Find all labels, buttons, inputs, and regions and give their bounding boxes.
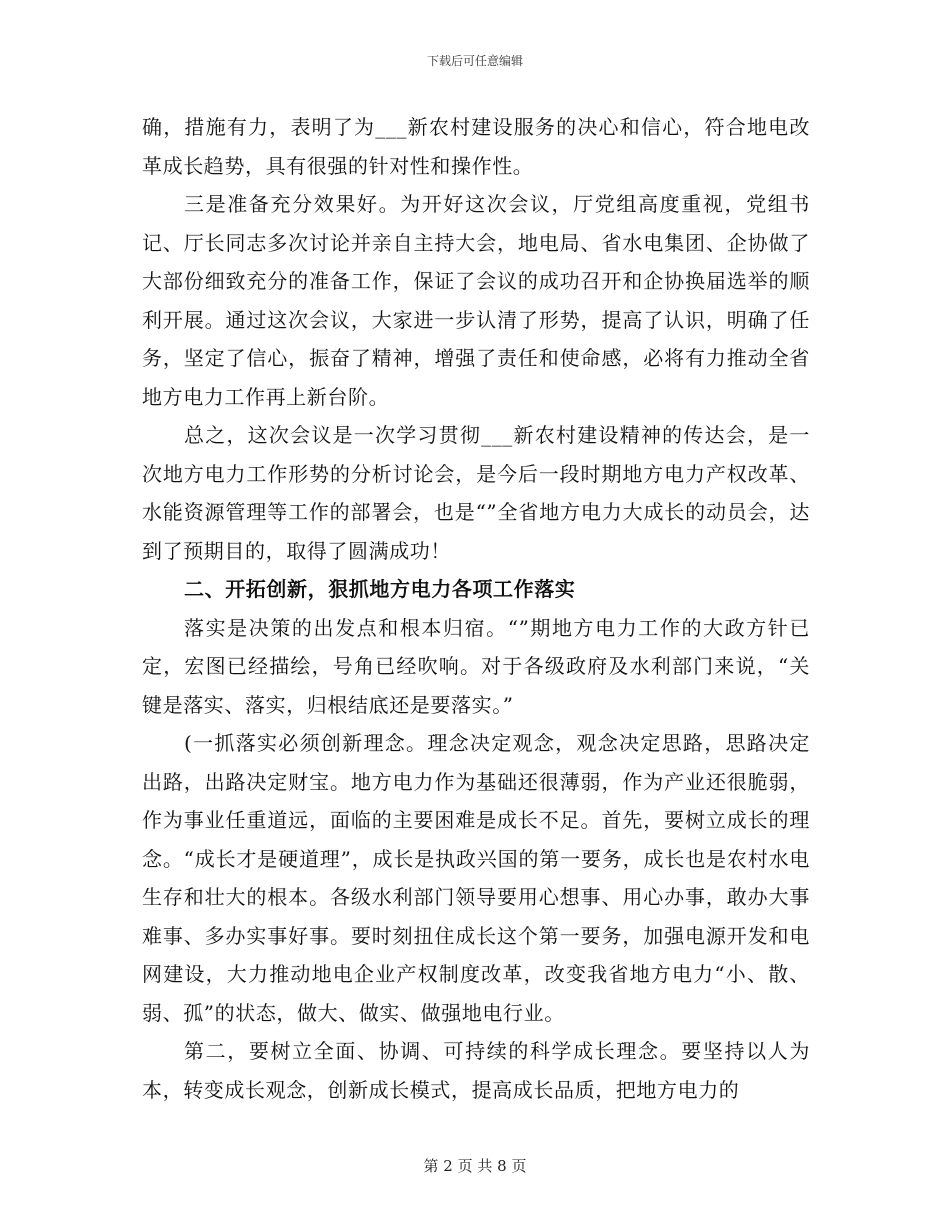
page-number: 第 2 页 共 8 页 [423,1157,527,1175]
paragraph-summary: 总之，这次会议是一次学习贯彻___新农村建设精神的传达会，是一次地方电力工作形势的分析讨论会，是今后一段时期地方电力产权改革、水能资源管理等工作的部署会，也是“”全省地方电力大成长的动员会，达到了预期目的，取得了圆满成功！ [142,423,810,563]
paragraph-continuation: 确，措施有力，表明了为___新农村建设服务的决心和信心，符合地电改革成长趋势，具有很强的针对性和操作性。 [142,115,810,178]
paragraph-second-point: 第二，要树立全面、协调、可持续的科学成长理念。要坚持以人为本，转变成长观念，创新成长模式，提高成长品质，把地方电力的 [142,1039,810,1102]
paragraph-implementation: 落实是决策的出发点和根本归宿。“”期地方电力工作的大政方针已定，宏图已经描绘，号角已经吹响。对于各级政府及水利部门来说，“关键是落实、落实，归根结底还是要落实。” [142,615,810,717]
document-body [142,108,810,1109]
paragraph-innovation-concept: (一抓落实必须创新理念。理念决定观念，观念决定思路，思路决定出路，出路决定财宝。地方电力作为基础还很薄弱，作为产业还很脆弱，作为事业任重道远，面临的主要困难是成长不足。首先，要树立成长的理念。“成长才是硬道理”，成长是执政兴国的第一要务，成长也是农村水电生存和壮大的根本。各级水利部门领导要用心想事、用心办事，敢办大事难事、多办实事好事。要时刻扭住成长这个第一要务，加强电源开发和电网建设，大力推动地电企业产权制度改革，改变我省地方电力“小、散、弱、孤”的状态，做大、做实、做强地电行业。 [142,731,810,1025]
section-heading-2: 二、开拓创新，狠抓地方电力各项工作落实 [184,577,576,601]
paragraph-preparation: 三是准备充分效果好。为开好这次会议，厅党组高度重视，党组书记、厅长同志多次讨论并亲自主持大会，地电局、省水电集团、企协做了大部份细致充分的准备工作，保证了会议的成功召开和企协换届选举的顺利开展。通过这次会议，大家进一步认清了形势，提高了认识，明确了任务，坚定了信心，振奋了精神，增强了责任和使命感，必将有力推动全省地方电力工作再上新台阶。 [142,192,810,409]
page-header-note: 下载后可任意编辑 [426,54,523,68]
